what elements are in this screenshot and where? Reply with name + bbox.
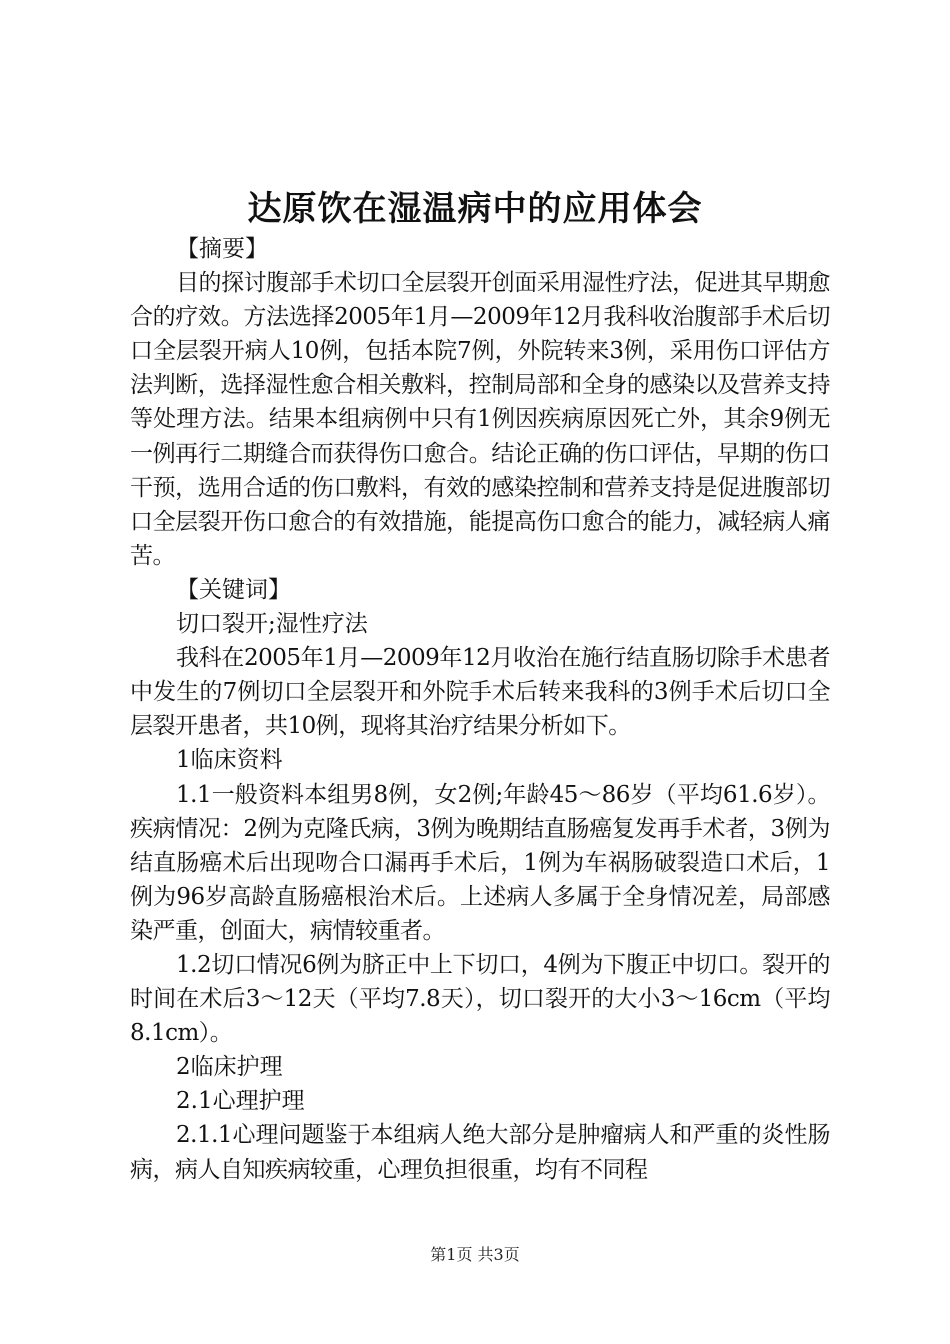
document-title: 达原饮在湿温病中的应用体会 [247,189,703,229]
abstract-paragraph: 目的探讨腹部手术切口全层裂开创面采用湿性疗法，促进其早期愈合的疗效。方法选择2005年1月—2009年12月我科收治腹部手术后切口全层裂开病人10例，包括本院7例，外院转来3例，采用伤口评估方法判断，选择湿性愈合相关敷料，控制局部和全身的感染以及营养支持等处理方法。结果本组病例中只有1例因疾病原因死亡外，其余9例无一例再行二期缝合而获得伤口愈合。结论正确的伤口评估，早期的伤口干预，选用合适的伤口敷料，有效的感染控制和营养支持是促进腹部切口全层裂开伤口愈合的有效措施，能提高伤口愈合的能力，减轻病人痛苦。 [130,270,830,569]
section-2-1-1-paragraph: 2.1.1心理问题鉴于本组病人绝大部分是肿瘤病人和严重的炎性肠病，病人自知疾病较重，心理负担很重，均有不同程 [130,1122,830,1183]
section-1-2-paragraph: 1.2切口情况6例为脐正中上下切口，4例为下腹正中切口。裂开的时间在术后3～12天（平均7.8天），切口裂开的大小3～16cm（平均8.1cm）。 [130,951,830,1047]
section-2-heading: 2临床护理 [176,1054,283,1081]
page-number-footer: 第1页 共3页 [430,1245,520,1264]
section-1-1-paragraph: 1.1一般资料本组男8例，女2例;年龄45～86岁（平均61.6岁）。疾病情况：2例为克隆氏病，3例为晚期结直肠癌复发再手术者，3例为结直肠癌术后出现吻合口漏再手术后，1例为车祸肠破裂造口术后，1例为96岁高龄直肠癌根治术后。上述病人多属于全身情况差，局部感染严重，创面大，病情较重者。 [130,781,830,944]
abstract-heading: 【摘要】 [176,236,268,262]
keywords-heading: 【关键词】 [176,576,291,603]
document-body [130,232,830,1187]
section-2-1-heading: 2.1心理护理 [176,1088,305,1115]
intro-paragraph: 我科在2005年1月—2009年12月收治在施行结直肠切除手术患者中发生的7例切口全层裂开和外院手术后转来我科的3例手术后切口全层裂开患者，共10例，现将其治疗结果分析如下。 [130,645,830,740]
section-1-heading: 1临床资料 [176,747,283,774]
keywords-paragraph: 切口裂开;湿性疗法 [176,611,368,638]
